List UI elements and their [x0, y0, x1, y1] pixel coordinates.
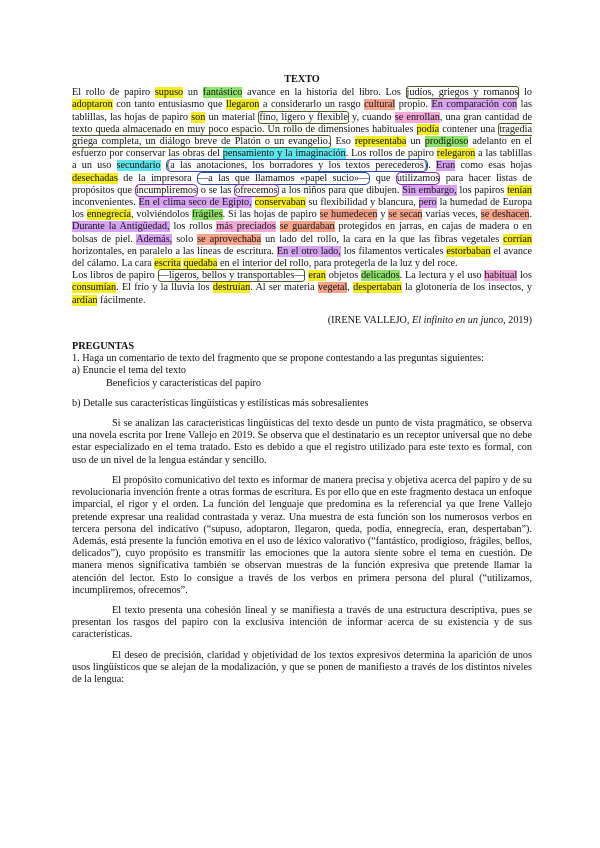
- answer-a: Beneficios y características del papiro: [106, 377, 262, 389]
- highlighted-phrase: —ligeros, bellos y transportables—: [158, 270, 305, 282]
- questions-heading: PREGUNTAS: [72, 341, 135, 353]
- text-run: a considerarlo un rasgo: [259, 99, 365, 111]
- highlighted-phrase: Eran: [436, 160, 456, 172]
- citation-year: , 2019): [503, 314, 532, 326]
- text-run: y: [377, 209, 389, 221]
- citation-work: El infinito en un junco: [412, 314, 504, 326]
- text-run: los filamentos verticales: [340, 245, 447, 257]
- highlighted-phrase: consumían: [72, 282, 117, 294]
- answer-paragraph: El deseo de precisión, claridad y objetividad de los textos expresivos determina la aparición de unos usos lingüísticos que se alejan de la modalización, y que se ponen de manifiesto a través de los distintos niveles de la lengua:: [72, 649, 532, 685]
- highlighted-phrase: conservaban: [254, 197, 306, 209]
- highlighted-phrase: se humedecen: [319, 209, 378, 221]
- text-run: objetos: [325, 270, 362, 282]
- text-run: Los libros de papiro: [72, 270, 158, 282]
- highlighted-phrase: En el clima seco de Egipto,: [138, 197, 252, 209]
- highlighted-phrase: cultural: [364, 99, 396, 111]
- text-run: con tanto entusiasmo que: [112, 99, 226, 111]
- text-run: .: [529, 209, 533, 221]
- highlighted-phrase: pensamiento y la imaginación: [222, 148, 346, 160]
- highlighted-phrase: adoptaron: [72, 99, 113, 111]
- citation: [72, 315, 532, 327]
- text-run: las tablillas, las hojas de papiro: [72, 99, 532, 123]
- text-run: a las tablillas a un uso: [72, 148, 532, 172]
- highlighted-phrase: secundario: [116, 160, 161, 172]
- highlighted-phrase: utilizamos: [396, 172, 440, 184]
- text-run: a los niños para que dibujen.: [278, 184, 403, 196]
- highlighted-phrase: (a las anotaciones, los borradores y los textos perecederos): [166, 160, 428, 172]
- text-run: .: [428, 160, 436, 172]
- highlighted-phrase: Además,: [136, 233, 173, 245]
- highlighted-phrase: se deshacen: [480, 209, 530, 221]
- question-a: a) Enuncie el tema del texto: [72, 365, 186, 377]
- text-run: como esas hojas: [455, 160, 532, 172]
- highlighted-phrase: Durante la Antigüedad,: [72, 221, 170, 233]
- question-b: b) Detalle sus características lingüísticas y estilísticas más sobresalientes: [72, 397, 369, 409]
- highlighted-phrase: corrían: [503, 233, 532, 245]
- text-run: fácilmente.: [97, 294, 146, 306]
- spacer: [72, 642, 532, 650]
- highlighted-phrase: relegaron: [436, 148, 476, 160]
- highlighted-phrase: llegaron: [226, 99, 260, 111]
- text-run: . Los rollos de papiro: [345, 148, 437, 160]
- question-1: 1. Haga un comentario de texto del fragmento que se propone contestando a las preguntas siguientes:: [72, 353, 484, 365]
- highlighted-phrase: Sin embargo,: [402, 184, 457, 196]
- text-run: un material: [205, 111, 259, 123]
- highlighted-phrase: —a las que llamamos «papel sucio»—: [198, 172, 370, 184]
- highlighted-phrase: pero: [418, 197, 437, 209]
- text-run: adelanto en el esfuerzo por conservar las obras del: [72, 136, 533, 160]
- highlighted-phrase: ofrecemos: [235, 184, 278, 196]
- text-run: los: [517, 270, 532, 282]
- highlighted-phrase: se aprovechaba: [197, 233, 262, 245]
- highlighted-phrase: delicados: [361, 270, 400, 282]
- text-run: ,: [347, 282, 354, 294]
- highlighted-phrase: despertaban: [353, 282, 402, 294]
- highlighted-phrase: frágiles: [192, 209, 223, 221]
- text-run: Eso: [331, 136, 355, 148]
- citation-author: (IRENE VALLEJO,: [327, 314, 412, 326]
- text-run: lo: [519, 87, 532, 99]
- spacer: [72, 467, 532, 475]
- text-run: un lado del rollo, la cara en la que las fibras vegetales: [261, 233, 504, 245]
- highlighted-phrase: destruían: [212, 282, 251, 294]
- highlighted-phrase: ennegrecía: [86, 209, 131, 221]
- text-run: en el interior del rollo, para protegerla de la luz y del roce.: [217, 258, 458, 270]
- highlighted-phrase: ardían: [72, 294, 98, 306]
- highlighted-phrase: judíos, griegos y romanos: [406, 87, 519, 99]
- highlighted-phrase: más preciados: [216, 221, 276, 233]
- text-run: el avance del cálamo. La cara: [72, 245, 533, 270]
- answer-paragraph: El texto presenta una cohesión lineal y se manifiesta a través de una estructura descriptiva, pues se presentan los rasgos del papiro con la exclusiva intención de informar acerca de su existencia y de sus características.: [72, 604, 532, 641]
- highlighted-phrase: tenían: [507, 184, 532, 196]
- highlighted-phrase: vegetal: [317, 282, 348, 294]
- highlighted-phrase: fino, ligero y flexible: [259, 111, 348, 123]
- highlighted-phrase: prodigioso: [424, 136, 469, 148]
- highlighted-phrase: quedaba: [183, 258, 218, 270]
- highlighted-phrase: representaba: [354, 136, 407, 148]
- spacer: [72, 597, 532, 605]
- text-run: o se las: [197, 184, 235, 196]
- text-run: los rollos: [169, 221, 217, 233]
- text-run: inconvenientes.: [72, 197, 139, 209]
- text-run: contener una: [439, 123, 499, 135]
- spacer: [72, 410, 532, 418]
- text-run: protegidos en jarras, en cajas de madera o en bolsas de piel.: [72, 221, 532, 245]
- highlighted-phrase: son: [191, 111, 206, 123]
- highlighted-phrase: podía: [416, 123, 440, 135]
- text-run: de la impresora: [117, 172, 198, 184]
- text-run: y, cuando: [348, 111, 395, 123]
- text-run: avance en la historia del libro. Los: [242, 87, 406, 99]
- text-run: un: [406, 136, 425, 148]
- highlighted-phrase: supuso: [154, 87, 184, 99]
- answer-paragraph: El propósito comunicativo del texto es informar de manera precisa y objetiva acerca del papiro y de su revolucionaria invención frente a otras formas de escritura. Es por ello que en este fragmento destaca un enfoque imparcial, el rigor y el orden. La función del lenguaje que predomina es la referencial ya que Irene Vallejo pretende expresar una realidad contrastada y veraz. Una muestra de esta función son los numerosos verbos en tercera persona del indicativo (“supuso, adoptaron, llegaron, queda, podía, ennegrecía, eran, despertaban”). Además, está presente la función emotiva en el uso de léxico valorativo (“fantástico, prodigioso, frágiles, bellos, delicados”), cuyo propósito es transmitir las emociones que la autora siente sobre el tema en cuestión. De manera menos significativa también se observan muestras de la función expresiva que pretende llamar la atención del lector. Esto lo consigue a través de los verbos en primera persona del plural (“utilizamos, incumpliremos, ofrecemos”.: [72, 474, 532, 596]
- answer-paragraph: Si se analizan las características lingüísticas del texto desde un punto de vista pragmático, se observa una novela escrita por Irene Vallejo en 2019. Se observa que el destinatario es un receptor universal que no debe estar especializado en el tema tratado. Esto es debido a que el registro utilizado para este texto es formal, con uso de un nivel de la lengua estándar y sencillo.: [72, 418, 532, 466]
- text-run: los papiros: [456, 184, 508, 196]
- text-run: . La lectura y el uso: [399, 270, 485, 282]
- document-title: TEXTO: [284, 74, 320, 85]
- text-run: horizontales, en paralelo a las líneas de escritura.: [72, 245, 277, 257]
- text-run: . Si las hojas de papiro: [222, 209, 320, 221]
- highlighted-phrase: escrita: [154, 258, 181, 270]
- highlighted-phrase: En comparación con: [431, 99, 518, 111]
- text-run: su flexibilidad y blancura,: [305, 197, 419, 209]
- source-text: [72, 87, 532, 307]
- text-run: El rollo de papiro: [72, 87, 155, 99]
- highlighted-phrase: estorbaban: [446, 245, 491, 257]
- highlighted-phrase: se enrollan: [394, 111, 440, 123]
- text-run: que: [370, 172, 396, 184]
- highlighted-phrase: desechadas: [72, 172, 118, 184]
- highlighted-phrase: incumpliremos: [135, 184, 197, 196]
- highlighted-phrase: eran: [308, 270, 326, 282]
- highlighted-phrase: habitual: [484, 270, 518, 282]
- text-run: solo: [172, 233, 198, 245]
- text-run: . El frío y la lluvia los: [116, 282, 213, 294]
- text-run: , una gran cantidad de texto queda almacenado en muy poco espacio. Un rollo de dimensiones habituales: [72, 111, 532, 135]
- text-run: propio.: [395, 99, 432, 111]
- text-run: para hacer listas de propósitos que: [72, 172, 532, 196]
- highlighted-phrase: se guardaban: [279, 221, 335, 233]
- text-run: la humedad de Europa los: [72, 197, 533, 221]
- document-page: [72, 74, 532, 686]
- highlighted-phrase: se secan: [388, 209, 423, 221]
- highlighted-phrase: tragedia griega completa, un diálogo breve de Platón o un evangelio.: [72, 123, 532, 148]
- highlighted-phrase: fantástico: [202, 87, 243, 99]
- highlighted-phrase: En el otro lado,: [276, 245, 341, 257]
- text-run: . Al ser materia: [250, 282, 318, 294]
- text-run: un: [183, 87, 203, 99]
- text-run: , volviéndolos: [130, 209, 192, 221]
- text-run: varias veces,: [422, 209, 481, 221]
- text-run: la glotonería de los insectos, y: [401, 282, 533, 294]
- spacer: [72, 390, 532, 398]
